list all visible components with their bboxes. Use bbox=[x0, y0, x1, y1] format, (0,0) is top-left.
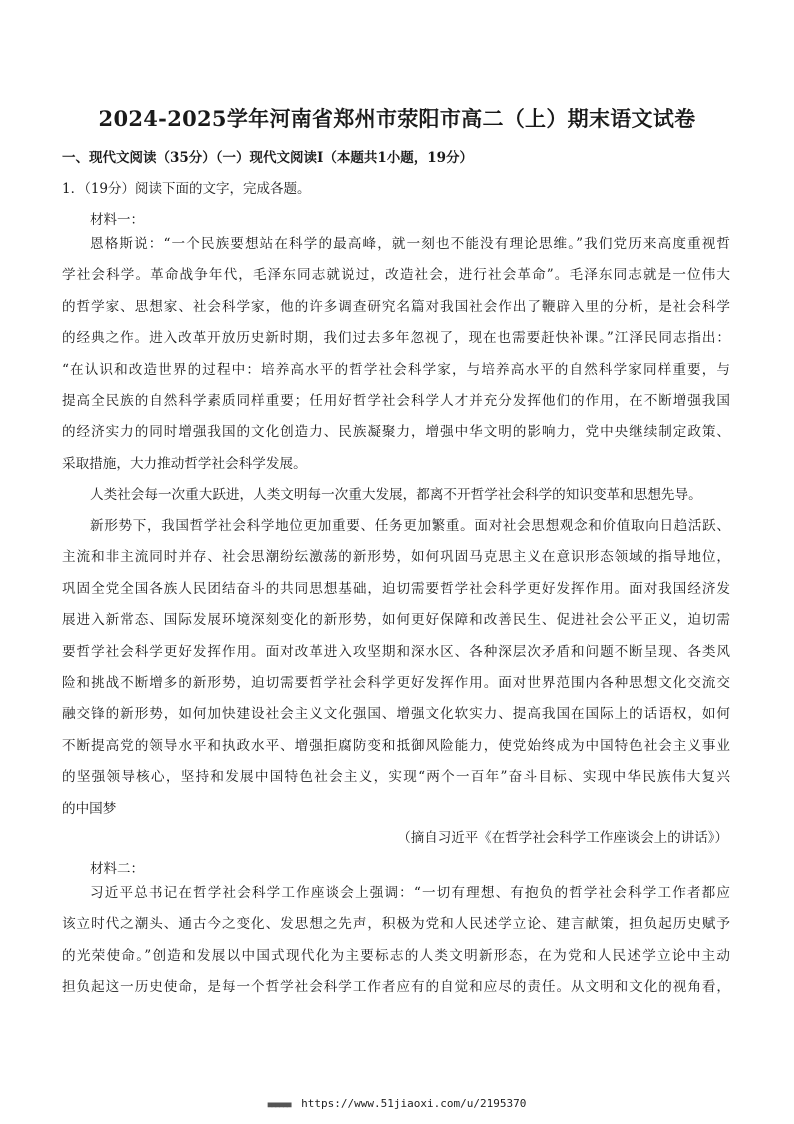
material-two-paragraph-1 bbox=[62, 878, 730, 1004]
text-line: 采取措施，大力推动哲学社会科学发展。 bbox=[62, 455, 307, 472]
text-line: 习近平总书记在哲学社会科学工作座谈会上强调：“一切有理想、有抱负的哲学社会科学工作者都应 bbox=[90, 885, 730, 901]
footer-stamp: ■■■■■■ bbox=[267, 1100, 291, 1109]
text-line: 担负起这一历史使命，是每一个哲学社会科学工作者应有的自觉和应尽的责任。从文明和文化的视角看， bbox=[62, 979, 730, 996]
page-footer bbox=[0, 1097, 794, 1110]
material-one-paragraph-2 bbox=[62, 480, 730, 511]
text-line: 新形势下，我国哲学社会科学地位更加重要、任务更加繁重。面对社会思想观念和价值取向日趋活跃、 bbox=[90, 518, 730, 534]
text-line: 学社会科学。革命战争年代，毛泽东同志就说过，改造社会，进行社会革命”。毛泽东同志就是一位伟大 bbox=[62, 267, 730, 284]
text-line: 融交锋的新形势，如何加快建设社会主义文化强国、增强文化软实力、提高我国在国际上的话语权，如何 bbox=[62, 706, 730, 723]
text-line: 不断提高党的领导水平和执政水平、增强拒腐防变和抵御风险能力，使党始终成为中国特色社会主义事业 bbox=[62, 737, 730, 754]
text-line: 的经典之作。进入改革开放历史新时期，我们过去多年忽视了，现在也需要赶快补课。”江泽民同志指出： bbox=[62, 330, 730, 347]
text-line: 要哲学社会科学更好发挥作用。面对改革进入攻坚期和深水区、各种深层次矛盾和问题不断呈现、各类风 bbox=[62, 643, 730, 660]
text-line: 该立时代之潮头、通古今之变化、发思想之先声，积极为党和人民述学立论、建言献策，担负起历史赋予 bbox=[62, 916, 730, 933]
document-title: 2024-2025学年河南省郑州市荥阳市高二（上）期末语文试卷 bbox=[98, 106, 696, 131]
material-one-attribution: （摘自习近平《在哲学社会科学工作座谈会上的讲话》） bbox=[397, 830, 728, 846]
text-line: 巩固全党全国各族人民团结奋斗的共同思想基础，迫切需要哲学社会科学更好发挥作用。面对我国经济发 bbox=[62, 580, 730, 597]
text-line: 主流和非主流同时并存、社会思潮纷纭激荡的新形势，如何巩固马克思主义在意识形态领域的指导地位， bbox=[62, 549, 730, 566]
text-line: 的坚强领导核心，坚持和发展中国特色社会主义，实现“两个一百年”奋斗目标、实现中华民族伟大复兴 bbox=[62, 769, 730, 786]
text-line: 人类社会每一次重大跃进，人类文明每一次重大发展，都离不开哲学社会科学的知识变革和思想先导。 bbox=[90, 487, 702, 503]
material-two-label: 材料二： bbox=[90, 861, 144, 877]
text-line: 的光荣使命。”创造和发展以中国式现代化为主要标志的人类文明新形态，在为党和人民述学立论中主动 bbox=[62, 947, 730, 964]
text-line: 展进入新常态、国际发展环境深刻变化的新形势，如何更好保障和改善民生、促进社会公平正义，迫切需 bbox=[62, 612, 730, 629]
section-heading: 一、现代文阅读（35分）（一）现代文阅读Ⅰ（本题共1小题，19分） bbox=[62, 150, 474, 166]
material-one-label: 材料一： bbox=[90, 212, 144, 228]
text-line: 的经济实力的同时增强我国的文化创造力、民族凝聚力，增强中华文明的影响力，党中央继续制定政策、 bbox=[62, 424, 730, 441]
text-line: “在认识和改造世界的过程中：培养高水平的哲学社会科学家，与培养高水平的自然科学家同样重要，与 bbox=[62, 361, 730, 378]
text-line: 恩格斯说：“一个民族要想站在科学的最高峰，就一刻也不能没有理论思维。”我们党历来高度重视哲 bbox=[90, 236, 730, 252]
text-line: 的哲学家、思想家、社会科学家，他的许多调查研究名篇对我国社会作出了鞭辟入里的分析，是社会科学 bbox=[62, 298, 730, 315]
footer-url-link[interactable]: https://www.51jiaoxi.com/u/2195370 bbox=[301, 1097, 527, 1110]
text-line: 的中国梦 bbox=[62, 800, 117, 817]
text-line: 险和挑战不断增多的新形势，迫切需要哲学社会科学更好发挥作用。面对世界范围内各种思想文化交流交 bbox=[62, 674, 730, 691]
question-prompt: 1．（19分）阅读下面的文字，完成各题。 bbox=[62, 181, 311, 197]
material-one-paragraph-1 bbox=[62, 229, 730, 480]
material-one-paragraph-3 bbox=[62, 511, 730, 825]
text-line: 提高全民族的自然科学素质同样重要；任用好哲学社会科学人才并充分发挥他们的作用，在不断增强我国 bbox=[62, 392, 730, 409]
